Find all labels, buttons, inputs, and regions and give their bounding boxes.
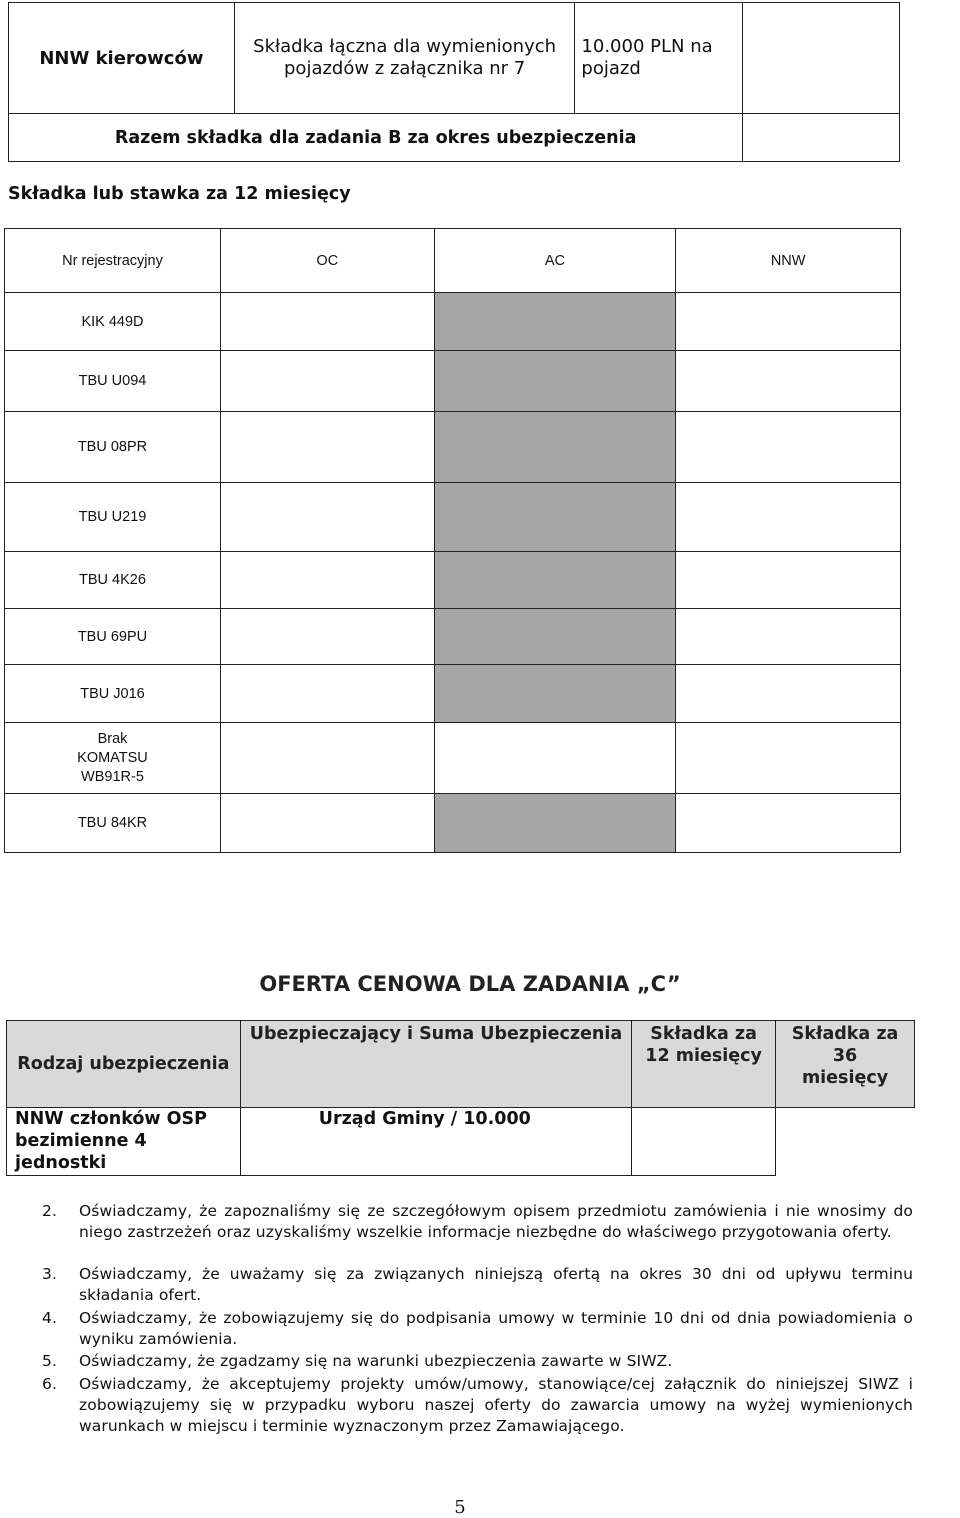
header-oc: OC	[220, 229, 434, 293]
nnw-cell	[676, 723, 901, 794]
ac-cell-shaded	[434, 351, 676, 412]
table-row: TBU 4K26	[5, 552, 221, 609]
ac-cell-shaded	[434, 293, 676, 351]
table-row: TBU J016	[5, 665, 221, 723]
nnw-cell	[676, 609, 901, 665]
list-item: 4. Oświadczamy, że zobowiązujemy się do podpisania umowy w terminie 10 dni od dnia powiadomienia o wyniku zamówienia.	[42, 1309, 913, 1348]
header-insurer-sum: Ubezpieczający i Suma Ubezpieczenia	[240, 1021, 631, 1108]
premium-value-cell	[743, 3, 900, 114]
nnw-cell	[676, 412, 901, 483]
oc-cell	[220, 412, 434, 483]
premium-36-cell	[776, 1108, 915, 1176]
oc-cell	[220, 609, 434, 665]
list-item: 3. Oświadczamy, że uważamy się za związanych niniejszą ofertą na okres 30 dni od upływu terminu składania ofert.	[42, 1265, 913, 1304]
nnw-cell	[676, 293, 901, 351]
vehicle-table	[4, 228, 901, 853]
nnw-drivers-cell	[9, 3, 235, 114]
oc-cell	[220, 794, 434, 853]
table-row: Brak KOMATSU WB91R-5	[5, 723, 221, 794]
table-row: TBU 84KR	[5, 794, 221, 853]
oc-cell	[220, 723, 434, 794]
oc-cell	[220, 293, 434, 351]
offer-title: OFERTA CENOWA DLA ZADANIA „C”	[259, 972, 681, 996]
list-item: 2. Oświadczamy, że zapoznaliśmy się ze szczegółowym opisem przedmiotu zamówienia i nie wnosimy do niego zastrzeżeń oraz uzyskaliśmy wszelkie informacje niezbędne do właściwego przygotowania oferty.	[42, 1202, 913, 1241]
nnw-cell	[676, 665, 901, 723]
ac-cell-shaded	[434, 609, 676, 665]
table-row: TBU 69PU	[5, 609, 221, 665]
ac-cell-shaded	[434, 552, 676, 609]
insurer-sum-cell: Urząd Gminy / 10.000	[240, 1108, 631, 1176]
header-premium-12: Składka za 12 miesięcy	[632, 1021, 776, 1108]
sum-insured-label: 10.000 PLN na pojazd	[581, 36, 713, 79]
list-item: 5. Oświadczamy, że zgadzamy się na warunki ubezpieczenia zawarte w SIWZ.	[42, 1352, 673, 1370]
nnw-cell	[676, 351, 901, 412]
oc-cell	[220, 483, 434, 552]
sum-insured-cell	[575, 3, 743, 114]
oc-cell	[220, 351, 434, 412]
header-insurance-type: Rodzaj ubezpieczenia	[7, 1021, 241, 1108]
table-row: NNW członków OSP bezimienne 4 jednostki	[7, 1108, 241, 1176]
nnw-drivers-label: NNW kierowców	[39, 47, 204, 69]
header-registration: Nr rejestracyjny	[5, 229, 221, 293]
rate-caption: Składka lub stawka za 12 miesięcy	[8, 184, 351, 204]
header-ac: AC	[434, 229, 676, 293]
combined-premium-label: Składka łączna dla wymienionych pojazdów z załącznika nr 7	[253, 36, 557, 79]
page-number: 5	[454, 1497, 466, 1518]
header-nnw: NNW	[676, 229, 901, 293]
nnw-cell	[676, 552, 901, 609]
nnw-cell	[676, 794, 901, 853]
header-premium-36: Składka za 36 miesięcy	[776, 1021, 915, 1108]
total-premium-b-cell	[9, 114, 743, 162]
combined-premium-cell	[234, 3, 575, 114]
oc-cell	[220, 552, 434, 609]
ac-cell-shaded	[434, 794, 676, 853]
premium-12-cell	[632, 1108, 776, 1176]
offer-table	[6, 1020, 915, 1176]
ac-cell-shaded	[434, 483, 676, 552]
table-row: TBU 08PR	[5, 412, 221, 483]
list-item: 6. Oświadczamy, że akceptujemy projekty umów/umowy, stanowiące/cej załącznik do niniejszej SIWZ i zobowiązujemy się w przypadku wyboru naszej oferty do zawarcia umowy na wyżej wymienionych warunkach w miejscu i terminie wyznaczonym przez Zamawiającego.	[42, 1375, 913, 1435]
total-premium-b-value	[743, 114, 900, 162]
oc-cell	[220, 665, 434, 723]
nnw-cell	[676, 483, 901, 552]
premium-summary-table	[8, 2, 900, 162]
ac-cell	[434, 723, 676, 794]
table-row: TBU U219	[5, 483, 221, 552]
table-row: KIK 449D	[5, 293, 221, 351]
ac-cell-shaded	[434, 412, 676, 483]
total-premium-b-label: Razem składka dla zadania B za okres ubezpieczenia	[114, 127, 637, 148]
table-row: TBU U094	[5, 351, 221, 412]
ac-cell-shaded	[434, 665, 676, 723]
statements-list	[42, 1201, 913, 1460]
